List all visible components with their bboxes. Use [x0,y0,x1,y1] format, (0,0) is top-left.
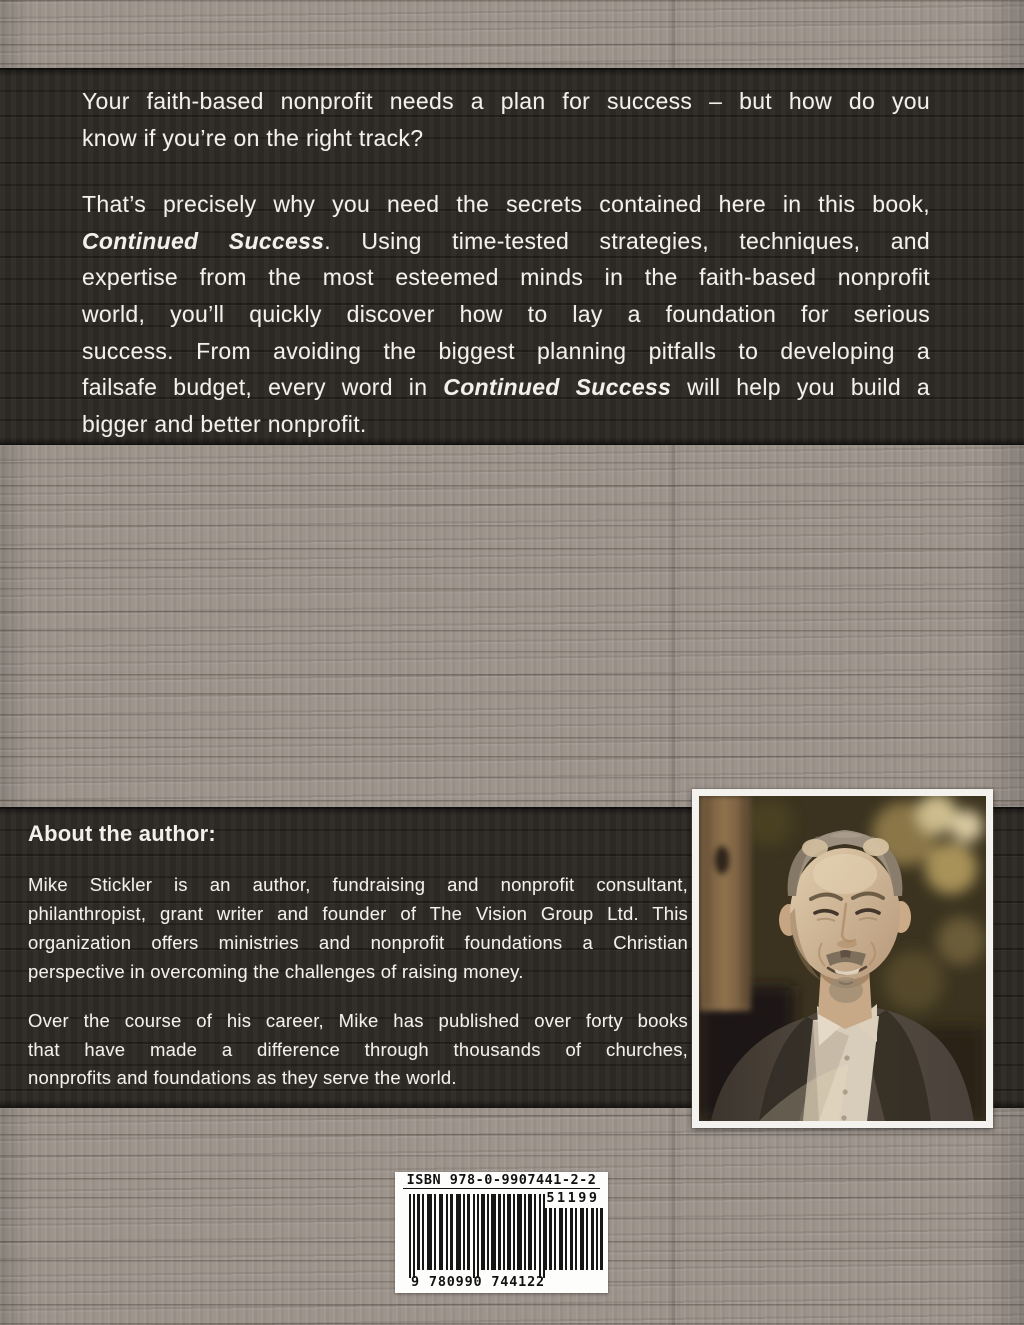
author-photo [692,789,993,1128]
about-line: perspective in overcoming the challenges of raising money. [28,960,524,982]
synopsis-paragraph-1 [82,83,930,156]
book-title-emphasis: Continued Success [82,227,325,254]
isbn-box [395,1172,608,1293]
isbn-text: ISBN 978-0-9907441-2-2 [403,1173,600,1189]
wooden-post [699,796,751,1011]
about-line: philanthropist, grant writer and founder of The Vision Group Ltd. This [28,902,688,924]
ean13-number: 9 780990 744122 [411,1274,545,1290]
about-line: that have made a difference through thousands of churches, [28,1038,688,1060]
ean13-barcode [409,1194,547,1278]
author-portrait-illustration [699,796,986,1121]
about-paragraph-2 [28,1007,688,1094]
synopsis-line: failsafe budget, every word in Continued Success will help you build a [82,374,930,401]
synopsis-line: success. From avoiding the biggest planning pitfalls to developing a [82,337,930,364]
about-heading: About the author: [28,821,216,846]
synopsis-text [82,83,930,442]
book-title-emphasis: Continued Success [443,374,672,401]
synopsis-line: world, you’ll quickly discover how to lay a foundation for serious [82,300,930,327]
synopsis-line: Your faith-based nonprofit needs a plan for success – but how do you [82,88,930,114]
synopsis-line: Continued Success. Using time-tested strategies, techniques, and [82,227,930,254]
synopsis-line: know if you’re on the right track? [82,124,424,151]
addon-barcode [545,1208,603,1270]
synopsis-line: bigger and better nonprofit. [82,410,367,437]
about-line: nonprofits and foundations as they serve the world. [28,1067,457,1089]
about-line: Mike Stickler is an author, fundraising and nonprofit consultant, [28,874,688,895]
synopsis-paragraph-2 [82,186,930,442]
about-line: organization offers ministries and nonprofit foundations a Christian [28,931,688,953]
price-addon-code: 51199 [546,1190,600,1206]
synopsis-line: expertise from the most esteemed minds in the faith-based nonprofit [82,264,930,291]
about-paragraph-1 [28,871,688,987]
synopsis-band [0,68,1024,445]
about-line: Over the course of his career, Mike has published over forty books [28,1009,688,1031]
synopsis-line: That’s precisely why you need the secrets contained here in this book, [82,191,930,218]
